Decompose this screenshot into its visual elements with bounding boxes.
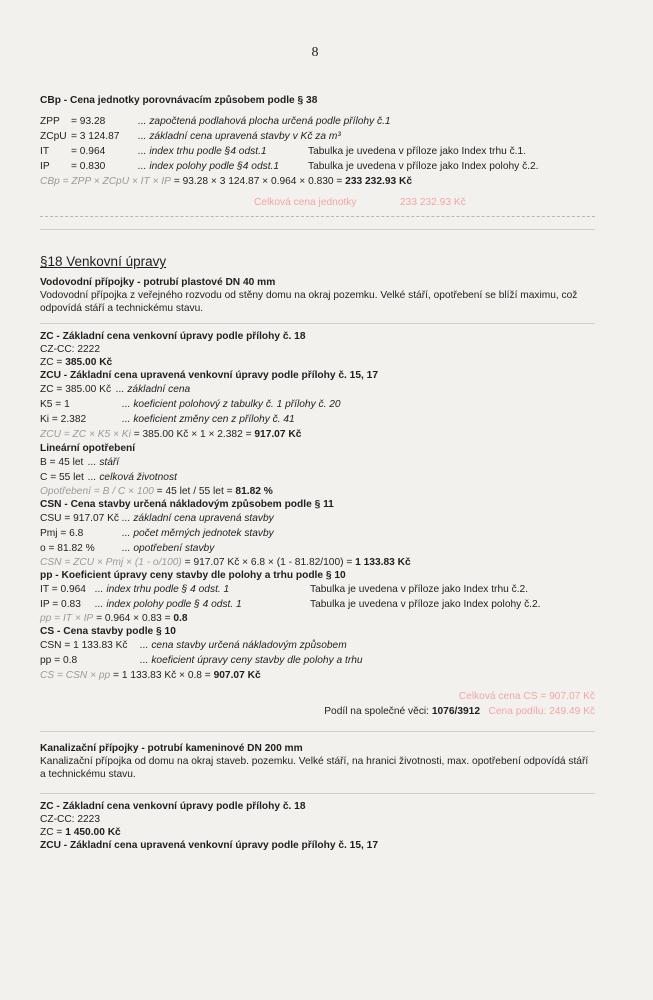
cbp-heading: CBp - Cena jednotky porovnávacím způsobem podle § 38 xyxy=(40,95,318,106)
section-title: §18 Venkovní úpravy xyxy=(40,254,167,269)
sewer-zc: ZC = 1 450.00 Kč xyxy=(40,827,121,838)
cbp-total: Celková cena jednotky 233 232.93 Kč xyxy=(254,197,466,208)
content xyxy=(40,93,595,852)
cbp-row-it: IT = 0.964 ... index trhu podle §4 odst.1 Tabulka je uvedena v příloze jako Index trhu č.1. xyxy=(40,146,527,157)
water-lin-row: C = 55 let ... celková životnost xyxy=(40,472,177,483)
page-number: 8 xyxy=(311,45,319,60)
sewer-heading: Kanalizační přípojky - potrubí kameninové DN 200 mm xyxy=(40,743,303,754)
water-lin-row: B = 45 let ... stáří xyxy=(40,457,120,468)
water-lin-formula: Opotřebení = B / C × 100 = 45 let / 55 let = 81.82 % xyxy=(40,486,273,497)
dashed-divider xyxy=(40,216,595,217)
water-csn-heading: CSN - Cena stavby určená nákladovým způsobem podle § 11 xyxy=(40,499,334,510)
water-zcu-row: ZC = 385.00 Kč ... základní cena xyxy=(40,384,191,395)
water-pp-formula: pp = IT × IP = 0.964 × 0.83 = 0.8 xyxy=(40,613,188,624)
water-pp-row: IT = 0.964 ... index trhu podle § 4 odst. 1 Tabulka je uvedena v příloze jako Index trhu č.2. xyxy=(40,584,529,595)
water-csn-row: CSU = 917.07 Kč ... základní cena upravená stavby xyxy=(40,513,274,524)
sewer-zc-heading: ZC - Základní cena venkovní úpravy podle přílohy č. 18 xyxy=(40,801,306,812)
sewer-zc-cc: CZ-CC: 2223 xyxy=(40,814,101,825)
water-csn-row: Pmj = 6.8 ... počet měrných jednotek stavby xyxy=(40,528,274,539)
divider xyxy=(40,793,595,794)
water-pp-row: IP = 0.83 ... index polohy podle § 4 odst. 1 Tabulka je uvedena v příloze jako Index polohy č.2. xyxy=(40,599,541,610)
water-pp-heading: pp - Koeficient úpravy ceny stavby dle polohy a trhu podle § 10 xyxy=(40,570,346,581)
sewer-zcu-heading: ZCU - Základní cena upravená venkovní úpravy podle přílohy č. 15, 17 xyxy=(40,840,378,851)
water-zcu-row: Ki = 2.382 ... koeficient změny cen z přílohy č. 41 xyxy=(40,414,295,425)
water-description: Vodovodní přípojka z veřejného rozvodu od stěny domu na okraj pozemku. Velké stáří, opotřebení se blíží maximu, což odpovídá stáří a technickému stavu. xyxy=(40,290,578,314)
cbp-formula: CBp = ZPP × ZCpU × IT × IP = 93.28 × 3 124.87 × 0.964 × 0.830 = 233 232.93 Kč xyxy=(40,176,413,187)
water-cs-row: CSN = 1 133.83 Kč ... cena stavby určená nákladovým způsobem xyxy=(40,640,347,651)
water-csn-formula: CSN = ZCU × Pmj × (1 - o/100) = 917.07 Kč × 6.8 × (1 - 81.82/100) = 1 133.83 Kč xyxy=(40,557,411,568)
water-zcu-row: K5 = 1 ... koeficient polohový z tabulky č. 1 přílohy č. 20 xyxy=(40,399,341,410)
water-cs-formula: CS = CSN × pp = 1 133.83 Kč × 0.8 = 907.07 Kč xyxy=(40,670,261,681)
water-cs-heading: CS - Cena stavby podle § 10 xyxy=(40,626,176,637)
water-cs-row: pp = 0.8 ... koeficient úpravy ceny stavby dle polohy a trhu xyxy=(40,655,363,666)
cbp-row-ip: IP = 0.830 ... index polohy podle §4 odst.1 Tabulka je uvedena v příloze jako Index polohy č.2. xyxy=(40,161,539,172)
water-total-cs: Celková cena CS = 907.07 Kč xyxy=(458,691,595,702)
sewer-description: Kanalizační přípojka od domu na okraj staveb. pozemku. Velké stáří, na hranici životnosti, max. opotřebení odpovídá stáří a technickému stavu. xyxy=(40,756,589,780)
water-heading: Vodovodní přípojky - potrubí plastové DN 40 mm xyxy=(40,277,276,288)
divider xyxy=(40,323,595,324)
water-zc-cc: CZ-CC: 2222 xyxy=(40,344,101,355)
water-zcu-heading: ZCU - Základní cena upravená venkovní úpravy podle přílohy č. 15, 17 xyxy=(40,370,378,381)
water-lin-heading: Lineární opotřebení xyxy=(40,443,136,454)
divider xyxy=(40,731,595,732)
water-zc-heading: ZC - Základní cena venkovní úpravy podle přílohy č. 18 xyxy=(40,331,306,342)
cbp-row-zpp: ZPP = 93.28 ... započtená podlahová plocha určená podle přílohy č.1 xyxy=(40,116,391,127)
water-zc: ZC = 385.00 Kč xyxy=(40,357,113,368)
divider xyxy=(40,229,595,230)
water-zcu-formula: ZCU = ZC × K5 × Ki = 385.00 Kč × 1 × 2.382 = 917.07 Kč xyxy=(40,429,302,440)
cbp-row-zcpu: ZCpU = 3 124.87 ... základní cena upravená stavby v Kč za m³ xyxy=(40,131,341,142)
water-share: Podíl na společné věci: 1076/3912 Cena podílu: 249.49 Kč xyxy=(324,706,595,717)
water-csn-row: o = 81.82 % ... opotřebení stavby xyxy=(40,543,215,554)
